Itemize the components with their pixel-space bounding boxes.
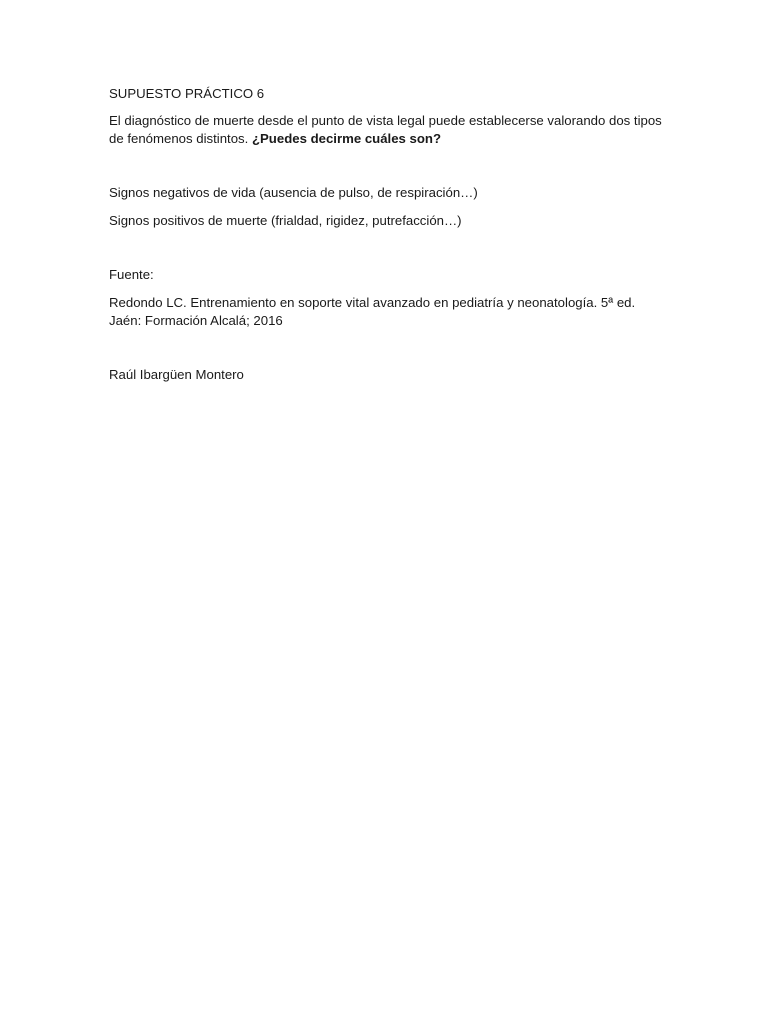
source-label: Fuente: xyxy=(109,267,154,282)
source-reference: Redondo LC. Entrenamiento en soporte vital avanzado en pediatría y neonatología. 5ª ed. Jaén: Formación Alcalá; 2016 xyxy=(109,295,636,328)
question-text: El diagnóstico de muerte desde el punto de vista legal puede establecerse valorando dos tipos de fenómenos distintos. xyxy=(109,113,662,146)
question-emphasis: ¿Puedes decirme cuáles son? xyxy=(251,131,442,146)
document-title: SUPUESTO PRÁCTICO 6 xyxy=(109,86,265,101)
author-name: Raúl Ibargüen Montero xyxy=(109,367,244,382)
answer-negative-signs: Signos negativos de vida (ausencia de pulso, de respiración…) xyxy=(109,185,478,200)
answer-positive-signs: Signos positivos de muerte (frialdad, rigidez, putrefacción…) xyxy=(109,213,462,228)
question-paragraph xyxy=(109,112,669,148)
